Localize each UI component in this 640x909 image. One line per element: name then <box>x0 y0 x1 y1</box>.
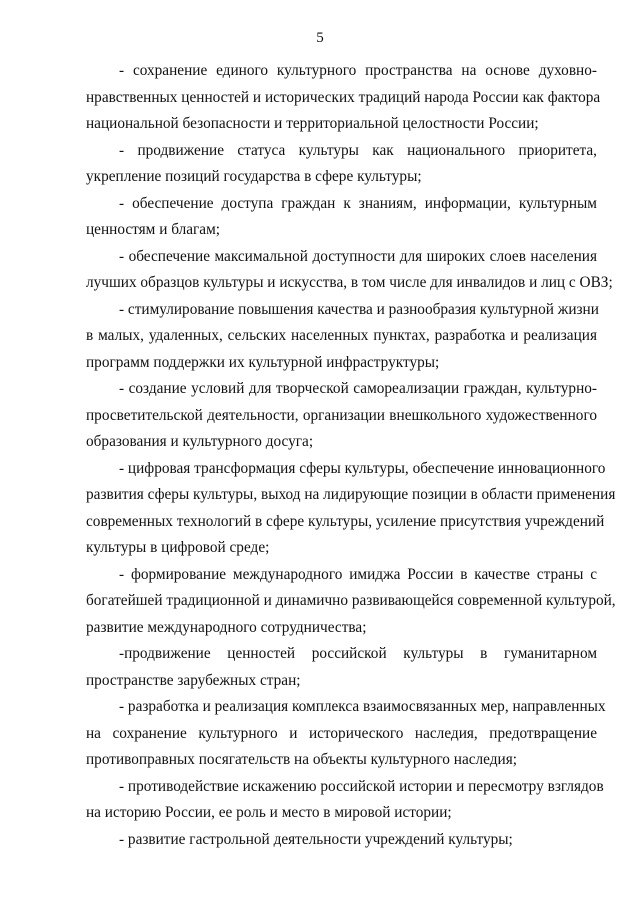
paragraph-line: - развитие гастрольной деятельности учреждений культуры; <box>119 830 513 848</box>
list-paragraph <box>86 456 616 562</box>
paragraph-line: на сохранение культурного и исторического наследия, предотвращение <box>86 724 597 742</box>
list-paragraph <box>86 58 601 138</box>
paragraph-line: образования и культурного досуга; <box>86 433 314 450</box>
list-paragraph <box>86 641 597 694</box>
list-paragraph <box>86 244 613 297</box>
paragraph-line: национальной безопасности и территориальной целостности России; <box>86 115 539 132</box>
paragraph-line: богатейшей традиционной и динамично развивающейся современной культурой, <box>86 592 616 609</box>
paragraph-line: в малых, удаленных, сельских населенных пунктах, разработка и реализация <box>86 327 597 344</box>
paragraph-line: ценностям и благам; <box>86 221 221 238</box>
paragraph-line: - цифровая трансформация сферы культуры, обеспечение инновационного <box>119 459 606 477</box>
paragraph-line: пространстве зарубежных стран; <box>86 671 301 689</box>
paragraph-line: - создание условий для творческой самореализации граждан, культурно- <box>119 380 597 397</box>
paragraph-line: противоправных посягательств на объекты культурного наследия; <box>86 751 518 768</box>
paragraph-line: - формирование международного имиджа России в качестве страны с <box>119 565 597 583</box>
list-paragraph <box>86 376 597 456</box>
paragraph-line: - продвижение статуса культуры как национального приоритета, <box>119 141 597 159</box>
paragraph-line: - стимулирование повышения качества и разнообразия культурной жизни <box>119 300 599 318</box>
paragraph-line: просветительской деятельности, организации внешкольного художественного <box>86 406 597 424</box>
list-paragraph <box>86 138 597 191</box>
paragraph-line: - обеспечение максимальной доступности для широких слоев населения <box>119 247 597 265</box>
body-text <box>86 58 616 853</box>
paragraph-line: - разработка и реализация комплекса взаимосвязанных мер, направленных <box>119 698 606 715</box>
paragraph-line: развития сферы культуры, выход на лидирующие позиции в области применения <box>86 486 616 503</box>
list-paragraph <box>86 191 597 244</box>
page-number: 5 <box>316 30 324 46</box>
list-paragraph <box>86 774 604 827</box>
paragraph-line: - сохранение единого культурного пространства на основе духовно- <box>119 62 597 79</box>
list-paragraph <box>86 694 606 774</box>
paragraph-line: культуры в цифровой среде; <box>86 539 270 556</box>
paragraph-line: современных технологий в сфере культуры, усиление присутствия учреждений <box>86 512 605 530</box>
paragraph-line: нравственных ценностей и исторических традиций народа России как фактора <box>86 88 601 106</box>
paragraph-line: - обеспечение доступа граждан к знаниям, информации, культурным <box>119 194 597 212</box>
paragraph-line: лучших образцов культуры и искусства, в том числе для инвалидов и лиц с ОВЗ; <box>86 274 613 291</box>
list-paragraph <box>86 297 597 377</box>
list-paragraph <box>86 827 597 854</box>
paragraph-line: развитие международного сотрудничества; <box>86 618 367 636</box>
paragraph-line: - противодействие искажению российской истории и пересмотру взглядов <box>119 777 604 795</box>
list-paragraph <box>86 562 616 642</box>
paragraph-line: программ поддержки их культурной инфраструктуры; <box>86 353 440 371</box>
paragraph-line: -продвижение ценностей российской культуры в гуманитарном <box>119 645 597 662</box>
paragraph-line: укрепление позиций государства в сфере культуры; <box>86 168 422 185</box>
paragraph-line: на историю России, ее роль и место в мировой истории; <box>86 804 452 821</box>
